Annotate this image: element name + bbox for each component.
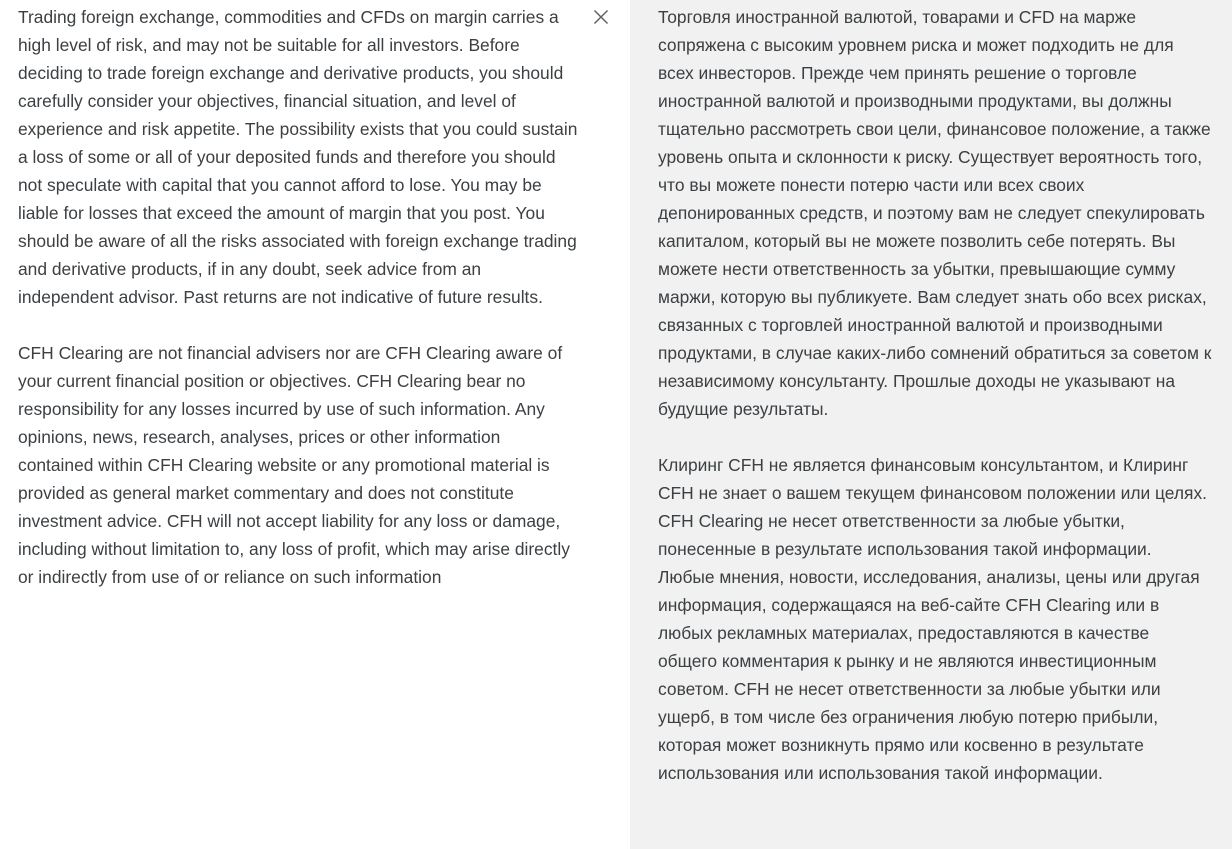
close-icon bbox=[592, 8, 610, 26]
translation-paragraph-1: Торговля иностранной валютой, товарами и CFD на марже сопряжена с высоким уровнем риска и может подходить не для всех инвесторов. Прежде чем принять решение о торговле иностранной валютой и производными продуктами, вы должны тщательно рассмотреть свои цели, финансовое положение, а также уровень опыта и склонности к риску. Существует вероятность того, что вы можете понести потерю части или всех своих депонированных средств, и поэтому вам не следует спекулировать капиталом, который вы не можете позволить себе потерять. Вы можете нести ответственность за убытки, превышающие сумму маржи, которую вы публикуете. Вам следует знать обо всех рисках, связанных с торговлей иностранной валютой и производными продуктами, в случае каких-либо сомнений обратиться за советом к независимому консультанту. Прошлые доходы не указывают на будущие результаты. bbox=[658, 7, 1217, 419]
translation-paragraph-2: Клиринг CFH не является финансовым консультантом, и Клиринг CFH не знает о вашем текущем финансовом положении или целях. CFH Clearing не несет ответственности за любые убытки, понесенные в результате использования такой информации. Любые мнения, новости, исследования, анализы, цены или другая информация, содержащаяся на веб-сайте CFH Clearing или в любых рекламных материалах, предоставляются в качестве общего комментария к рынку и не являются инвестиционным советом. CFH не несет ответственности за любые убытки или ущерб, в том числе без ограничения любую потерю прибыли, которая может возникнуть прямо или косвенно в результате использования или использования такой информации. bbox=[658, 455, 1212, 783]
translation-pane bbox=[630, 0, 1232, 849]
clear-source-button[interactable] bbox=[588, 4, 614, 30]
source-paragraph-2[interactable]: CFH Clearing are not financial advisers nor are CFH Clearing aware of your current financial position or objectives. CFH Clearing bear no responsibility for any losses incurred by use of such information. Any opinions, news, research, analyses, prices or other information contained within CFH Clearing website or any promotional material is provided as general market commentary and does not constitute investment advice. CFH will not accept liability for any loss or damage, including without limitation to, any loss of profit, which may arise directly or indirectly from use of or reliance on such information bbox=[18, 343, 575, 587]
source-paragraph-1[interactable]: Trading foreign exchange, commodities and CFDs on margin carries a high level of risk, and may not be suitable for all investors. Before deciding to trade foreign exchange and derivative products, you should carefully consider your objectives, financial situation, and level of experience and risk appetite. The possibility exists that you could sustain a loss of some or all of your deposited funds and therefore you should not speculate with capital that you cannot afford to lose. You may be liable for losses that exceed the amount of margin that you post. You should be aware of all the risks associated with foreign exchange trading and derivative products, if in any doubt, seek advice from an independent advisor. Past returns are not indicative of future results. bbox=[18, 7, 583, 307]
